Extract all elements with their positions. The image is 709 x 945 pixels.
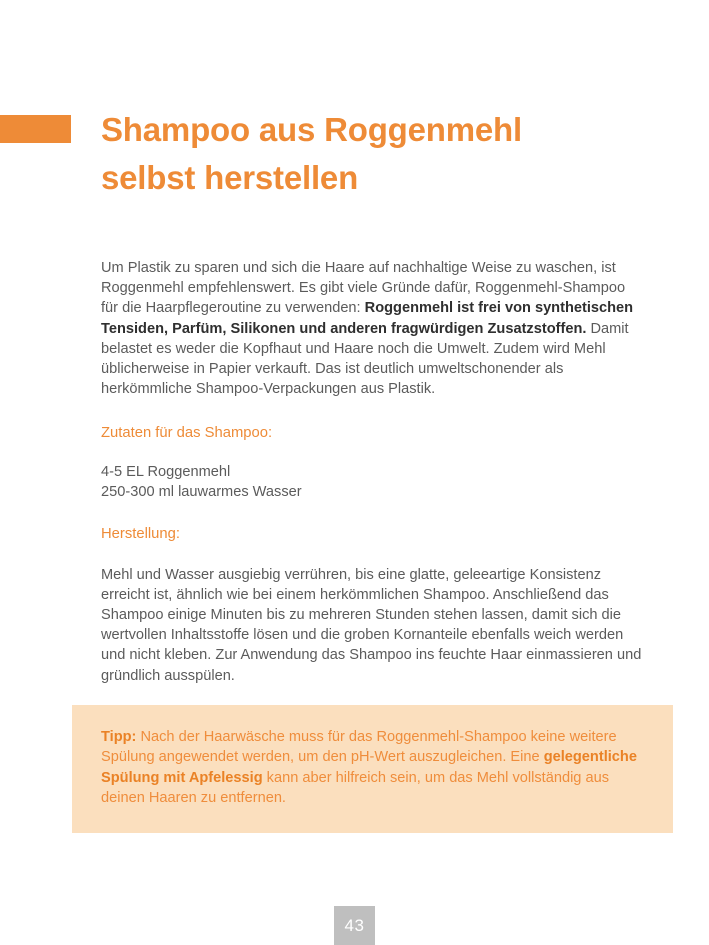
intro-text-part-1: Um Plastik zu sparen und sich die Haare auf nachhaltige Weise zu waschen, ist Roggenmehl empfehlenswert. Es gibt viele Gründe dafür, Roggenmehl-Shampoo für die Haarpflegeroutine zu verwenden: [101,260,626,317]
article-content [101,258,646,686]
preparation-heading: Herstellung: [101,526,180,543]
intro-paragraph [101,258,646,399]
spacer-heading-list [101,444,646,462]
ingredients-list [101,462,646,503]
page-number-badge: 43 [334,906,375,945]
spacer-list-preparation [101,502,646,524]
tip-text-part-1: Nach der Haarwäsche muss für das Roggenmehl-Shampoo keine weitere Spülung angewendet werden, um den pH-Wert auszugleichen. Eine [101,729,617,766]
tip-text-part-2: kann aber hilfreich sein, um das Mehl vollständig aus deinen Haaren zu entfernen. [101,769,610,807]
page-title-line-1: Shampoo aus Roggenmehl [101,111,522,148]
intro-text-bold: Roggenmehl ist frei von synthetischen Tensiden, Parfüm, Silikonen und anderen fragwürdigen Zusatzstoffen. [101,300,634,337]
preparation-paragraph: Mehl und Wasser ausgiebig verrühren, bis eine glatte, geleeartige Konsistenz erreicht ist, ähnlich wie bei einem herkömmlichen Shampoo. Anschließend das Shampoo einige Minuten bis zu mehreren Stunden stehen lassen, damit sich die wertvollen Inhaltsstoffe lösen und die groben Kornanteile ebenfalls weich werden und nicht kleben. Zur Anwendung das Shampoo ins feuchte Haar einmassieren und gründlich ausspülen. [101,566,642,684]
list-item: 4-5 EL Roggenmehl [101,463,231,480]
tip-text-bold: gelegentliche Spülung mit Apfelessig [101,749,637,786]
page-title-line-2: selbst herstellen [101,159,359,196]
spacer-preparation-heading-text [101,545,646,565]
tip-label: Tipp: [101,729,137,745]
intro-text-part-2: Damit belastet es weder die Kopfhaut und Haare noch die Umwelt. Zudem wird Mehl üblicherweise in Papier verkauft. Das ist deutlich umweltschonender als herkömmliche Shampoo-Verpackungen aus Plastik. [101,320,629,398]
spacer-intro-ingredients [101,399,646,423]
title-accent-bar [0,115,71,143]
page-title [101,106,661,202]
tip-paragraph [101,727,646,809]
ingredients-heading: Zutaten für das Shampoo: [101,425,273,442]
list-item: 250-300 ml lauwarmes Wasser [101,484,302,501]
tip-callout-box [72,705,673,833]
